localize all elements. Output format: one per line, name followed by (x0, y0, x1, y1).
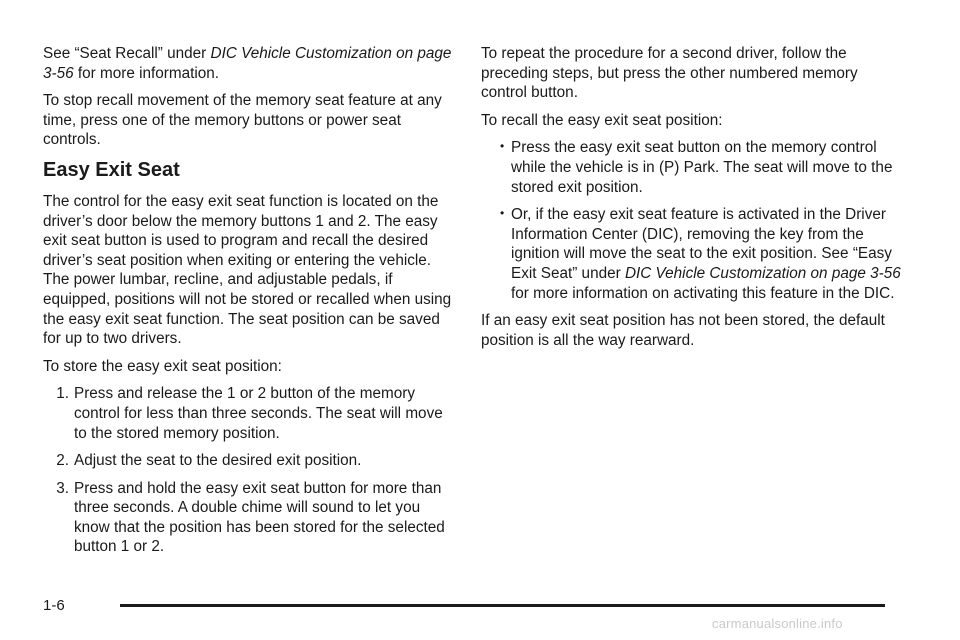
page-number: 1-6 (43, 597, 65, 614)
text: Or, if the easy exit seat feature is activated in the Driver Information Center (DIC), removing the key from the ignition will move the seat to the exit position. See “Easy Exit Seat” under (511, 206, 892, 282)
step-item (43, 479, 453, 557)
step-text: Press and release the 1 or 2 button of the memory control for less than three seconds. The seat will move to the stored memory position. (74, 385, 443, 442)
step-text: Adjust the seat to the desired exit position. (74, 452, 362, 470)
step-number: 1. (56, 385, 69, 403)
bullet-icon: • (500, 139, 505, 154)
right-column (481, 44, 901, 358)
step-number: 2. (56, 452, 69, 470)
text: See “Seat Recall” under (43, 45, 211, 62)
bullet-item (481, 138, 901, 197)
easy-exit-description: The control for the easy exit seat function is located on the driver’s door below the memory buttons 1 and 2. The easy exit seat button is used to program and recall the desired driver’s seat position when exiting or entering the vehicle. The power lumbar, recline, and adjustable pedals, if equipped, positions will not be stored or recalled when using the easy exit seat function. The seat position can be saved for up to two drivers. (43, 192, 452, 348)
seat-recall-paragraph (43, 44, 453, 83)
store-intro: To store the easy exit seat position: (43, 357, 282, 375)
text: for more information on activating this feature in the DIC. (511, 284, 895, 302)
bullet-text (511, 206, 901, 301)
bullet-text: Press the easy exit seat button on the memory control while the vehicle is in (P) Park. The seat will move to the stored exit position. (511, 139, 893, 196)
text: for more information. (73, 64, 219, 82)
bullet-item (481, 205, 901, 303)
left-column (43, 44, 453, 565)
footer-rule (120, 604, 885, 607)
step-number: 3. (56, 479, 69, 497)
second-driver-paragraph: To repeat the procedure for a second driver, follow the preceding steps, but press the other numbered memory control button. (481, 45, 858, 102)
step-item (43, 451, 453, 471)
recall-intro: To recall the easy exit seat position: (481, 111, 723, 129)
stop-recall-paragraph: To stop recall movement of the memory seat feature at any time, press one of the memory buttons or power seat controls. (43, 92, 442, 149)
step-text: Press and hold the easy exit seat button for more than three seconds. A double chime will sound to let you know that the position has been stored for the selected button 1 or 2. (74, 479, 445, 556)
cross-reference-link[interactable]: DIC Vehicle Customization on page 3-56 (43, 45, 452, 82)
section-heading: Easy Exit Seat (43, 158, 180, 181)
default-position-paragraph: If an easy exit seat position has not been stored, the default position is all the way rearward. (481, 312, 885, 349)
cross-reference-link[interactable]: DIC Vehicle Customization on page 3-56 (624, 264, 901, 282)
bullet-icon: • (500, 206, 505, 221)
step-item (43, 384, 453, 443)
watermark: carmanualsonline.info (712, 616, 843, 631)
